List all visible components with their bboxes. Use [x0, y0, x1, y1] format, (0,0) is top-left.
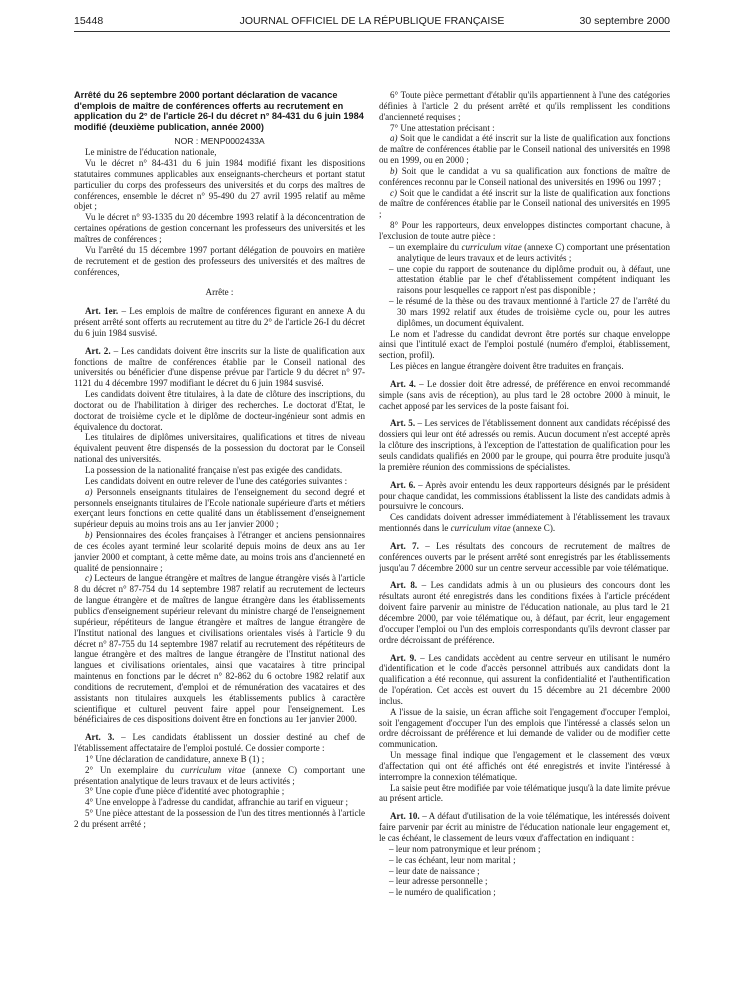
- article-2-para-3: Les titulaires de diplômes universitaires, qualifications et titres de niveau équivalent peuvent être dispensés de la possession du doctorat par le Conseil national des universités.: [74, 432, 365, 465]
- a6-cv: curriculum vitae: [450, 523, 511, 534]
- item-a-text: Personnels enseignants titulaires de l'enseignement du second degré et personnels enseignants titulaires de l'Ecole nationale supérieure d'arts et métiers exerçant leurs fonctions en cette qualité dans un établissement d'enseignement supérieur depuis au moins trois ans au 1er janvier 2000 ;: [74, 486, 365, 530]
- article-5: [379, 418, 670, 472]
- list-item: – le cas échéant, leur nom marital ;: [389, 855, 670, 866]
- article-3-item-5: 5° Une pièce attestant de la possession de l'un des titres mentionnés à l'article 2 du présent arrêté ;: [74, 808, 365, 829]
- article-2-item-a: [74, 487, 365, 530]
- item-b-label: b): [85, 530, 93, 541]
- article-6: [379, 480, 670, 513]
- article-3: [74, 732, 365, 754]
- item-c-text: Lecteurs de langue étrangère et maîtres de langue étrangère visés à l'article 8 du décret n° 87-754 du 14 septembre 1987 relatif au recrutement de lecteurs de langue étrangère et de maîtres de langue étrangère dans les établissements publics d'enseignement supérieur relevant du ministre chargé de l'enseignement supérieur, répétiteurs de langue étrangère et maîtres de langue étrangère de l'Institut national des langues et civilisations orientales visés à l'article 9 du décret n° 87-755 du 14 septembre 1987 relatif au recrutement des répétiteurs de langue étrangère et des maîtres de langue étrangère de l'Institut national des langues et civilisations orientales, ainsi que vacataires à titre principal maintenus en fonctions par le décret n° 82-862 du 6 octobre 1982 relatif aux conditions de recrutement, d'emploi et de rémunération des vacataires et des assistants non titulaires auxquels les établissements publics à caractère scientifique et culturel peuvent faire appel pour l'enseignement. Les bénéficiaires de ces dispositions doivent être en fonctions au 1er janvier 2000.: [74, 573, 365, 725]
- article-10-list: [379, 844, 670, 898]
- vu-paragraph-1: Vu le décret n° 84-431 du 6 juin 1984 modifié fixant les dispositions statutaires communes applicables aux enseignants-chercheurs et portant statut particulier du corps des professeurs des universités et du corps des maîtres de conférences, ensemble le décret n° 95-490 du 27 avril 1995 relatif au même objet ;: [74, 158, 365, 212]
- article-9-para-3: Un message final indique que l'engagement et le classement des vœux d'affectation qui ont été affichés ont été enregistrés et invite l'intéressé à interrompre la connexion télématique.: [379, 750, 670, 782]
- article-4: [379, 379, 670, 412]
- article-3-item-6: 6° Toute pièce permettant d'établir qu'ils appartiennent à l'une des catégories définies à l'article 2 du présent arrêté et qu'ils remplissent les conditions d'ancienneté requises ;: [379, 90, 670, 122]
- article-2: [74, 346, 365, 389]
- issue-date: 30 septembre 2000: [579, 15, 670, 27]
- item-2-post: (annexe C) comportant une présentation analytique de leurs travaux et de leurs activités ;: [74, 764, 365, 786]
- decree-title: Arrêté du 26 septembre 2000 portant déclaration de vacance d'emplois de maître de conférences offerts au recrutement en application du 2° de l'article 26-I du décret n° 84-431 du 6 juin 1984 modifié (deuxième publication, année 2000): [74, 90, 364, 132]
- article-8: [379, 580, 670, 645]
- page-number: 15448: [74, 15, 104, 27]
- translation-para: Les pièces en langue étrangère doivent être traduites en français.: [390, 361, 624, 372]
- article-10: [379, 811, 670, 844]
- article-3-item-7: 7° Une attestation précisant :: [390, 122, 495, 133]
- list-item: – leur adresse personnelle ;: [389, 876, 670, 887]
- item-7c-text: Soit que le candidat a été inscrit sur la liste de qualification aux fonctions de maître de conférences établie par le Conseil national des universités en 1995 ;: [379, 187, 670, 220]
- item-b-text: Pensionnaires des écoles françaises à l'étranger et anciens pensionnaires de ces écoles ayant terminé leur scolarité depuis moins de deux ans au 1er janvier 2000 et comptant, à cette même date, au moins trois ans d'ancienneté en qualité de pensionnaire ;: [74, 530, 365, 573]
- article-8-label: Art. 8.: [390, 580, 418, 591]
- header-rule: [74, 31, 670, 32]
- page-header: [74, 15, 670, 29]
- item-7a-text: Soit que le candidat a été inscrit sur la liste de qualification aux fonctions de maître de conférences établie par le Conseil national des universités en 1998 ou en 1999, ou en 2000 ;: [379, 133, 670, 166]
- left-column: [74, 90, 365, 985]
- item-7a-label: a): [390, 133, 398, 144]
- dash-1-post: (annexe C) comportant une présentation analytique de leurs travaux et de leurs activités ;: [397, 241, 670, 263]
- article-5-label: Art. 5.: [390, 418, 416, 429]
- article-3-item-2: [74, 765, 365, 787]
- article-3-text: – Les candidats établissent un dossier destiné au chef de l'établissement affectataire de l'emploi postulé. Ce dossier comporte :: [74, 732, 365, 754]
- article-3-label: Art. 3.: [85, 732, 115, 743]
- list-item: – une copie du rapport de soutenance du diplôme produit ou, à défaut, une attestation établie par le chef d'établissement compétent indiquant les raisons pour lesquelles ce rapport n'est pas disponible ;: [389, 264, 670, 297]
- article-2-item-c: [74, 573, 365, 725]
- article-2-label: Art. 2.: [85, 345, 111, 356]
- dash-1-pre: un exemplaire du: [395, 241, 462, 252]
- article-1-text: – Les emplois de maître de conférences figurant en annexe A du présent arrêté sont offerts au recrutement au titre du 2° de l'article 26-I du décret du 6 juin 1984 susvisé.: [74, 306, 365, 338]
- item-7-b: [379, 166, 670, 188]
- article-2-para-2: Les candidats doivent être titulaires, à la date de clôture des inscriptions, du doctorat ou de l'habilitation à diriger des recherches. Le doctorat d'Etat, le doctorat de troisième cycle et le diplôme de docteur-ingénieur sont admis en équivalence du doctorat.: [74, 389, 365, 432]
- article-10-text: – A défaut d'utilisation de la voie télématique, les intéressés doivent faire parvenir par écrit au ministre de l'éducation nationale leur engagement et, le cas échéant, le classement de leurs vœux d'affectation en indiquant :: [379, 811, 670, 843]
- item-7b-label: b): [390, 165, 398, 176]
- article-3-item-1: 1° Une déclaration de candidature, annexe B (1) ;: [85, 753, 265, 764]
- list-item: – le numéro de qualification ;: [389, 887, 670, 898]
- article-10-label: Art. 10.: [390, 811, 420, 822]
- item-2-pre: 2° Un exemplaire du: [85, 764, 181, 775]
- article-2-item-b: [74, 530, 365, 573]
- article-1-label: Art. 1er.: [85, 306, 119, 317]
- item-7c-label: c): [390, 187, 398, 198]
- dash-1-cv: curriculum vitae: [461, 241, 522, 252]
- minister-line: Le ministre de l'éducation nationale,: [85, 147, 217, 158]
- item-2-cv: curriculum vitae: [180, 764, 246, 775]
- article-7-text: – Les résultats des concours de recrutement de maîtres de conférences ouverts par le présent arrêté sont enregistrés par les établissements jusqu'au 7 décembre 2000 sur un centre serveur accessible par voie télématique.: [379, 540, 670, 573]
- article-7: [379, 541, 670, 574]
- article-5-text: – Les services de l'établissement donnent aux candidats récépissé des dossiers qui leur ont été adressés ou remis. Aucun document n'est accepté après la clôture des inscriptions, à l'exception de l'attestation de qualification pour les seuls candidats qualifiés en 2000 par le groupe, qui pourra être produite jusqu'à la première réunion des commissions de spécialistes.: [379, 418, 670, 472]
- list-item: [389, 242, 670, 264]
- article-9-text: – Les candidats accèdent au centre serveur en utilisant le numéro d'identification et le code d'accès personnel attribués aux candidats dont la qualification a été reconnue, qui assurent la confidentialité et l'authentification de l'opération. Cet accès est ouvert du 15 décembre au 21 décembre 2000 inclus.: [379, 652, 670, 706]
- item-c-label: c): [85, 573, 93, 584]
- nor-reference: NOR : MENP0002433A: [174, 136, 265, 147]
- article-9: [379, 653, 670, 707]
- article-1: [74, 306, 365, 339]
- envelope-name-para: Le nom et l'adresse du candidat devront être portés sur chaque enveloppe ainsi que l'intitulé exact de l'emploi postulé (numéro d'emploi, établissement, section, profil).: [379, 328, 670, 361]
- article-9-para-4: La saisie peut être modifiée par voie télématique jusqu'à la date limite prévue au présent article.: [379, 782, 670, 804]
- item-7-c: [379, 188, 670, 221]
- article-6-text: – Après avoir entendu les deux rapporteurs désignés par le président pour chaque candidat, les commissions établissent la liste des candidats admis à poursuivre le concours.: [379, 479, 670, 512]
- item-7-a: [379, 133, 670, 166]
- article-6-para-2: [379, 512, 670, 534]
- right-column: [379, 90, 670, 985]
- item-7b-text: Soit que le candidat a vu sa qualification aux fonctions de maître de conférences reconnu par le Conseil national des universités en 1996 ou 1997 ;: [379, 165, 670, 187]
- article-6-label: Art. 6.: [390, 479, 416, 490]
- list-item: – leur date de naissance ;: [389, 866, 670, 877]
- article-2-para-5: Les candidats doivent en outre relever de l'une des catégories suivantes :: [85, 475, 348, 486]
- list-item: – le résumé de la thèse ou des travaux mentionné à l'article 27 de l'arrêté du 30 mars 1992 relatif aux études de troisième cycle ou, pour les autres diplômes, un document équivalent.: [389, 296, 670, 329]
- article-3-item-3: 3° Une copie d'une pièce d'identité avec photographie ;: [85, 786, 285, 797]
- article-2-text: – Les candidats doivent être inscrits sur la liste de qualification aux fonctions de maître de conférences établie par le Conseil national des universités ou bénéficier d'une dispense prévue par l'article 9 du décret n° 97-1121 du 4 décembre 1997 modifiant le décret du 6 juin 1984 susvisé.: [74, 345, 365, 389]
- item-8-list: [379, 242, 670, 329]
- article-9-para-2: A l'issue de la saisie, un écran affiche soit l'engagement d'occuper l'emploi, soit l'engagement d'occuper l'un des emplois que l'intéressé a classés selon un ordre décroissant de préférence et lui demande de valider ou de modifier cette communication.: [379, 706, 670, 750]
- vu-paragraph-2: Vu le décret n° 93-1335 du 20 décembre 1993 relatif à la déconcentration de certaines opérations de gestion concernant les professeurs des universités et les maîtres de conférences ;: [74, 212, 365, 244]
- journal-title: JOURNAL OFFICIEL DE LA RÉPUBLIQUE FRANÇAISE: [239, 15, 505, 27]
- article-8-text: – Les candidats admis à un ou plusieurs des concours dont les résultats auront été enregistrés dans les conditions fixées à l'article précédent doivent faire parvenir au ministre de l'éducation nationale, au plus tard le 21 décembre 2000, par voie télématique ou, à défaut, par écrit, leur engagement d'occuper l'emploi ou l'un des emplois correspondants qu'ils devront classer par ordre décroissant de préférence.: [379, 580, 670, 645]
- list-item: – leur nom patronymique et leur prénom ;: [389, 844, 670, 855]
- article-3-item-8: 8° Pour les rapporteurs, deux enveloppes distinctes comportant chacune, à l'exclusion de toute autre pièce :: [379, 220, 670, 241]
- a6-pre: Ces candidats doivent adresser immédiatement à l'établissement les travaux mentionnés dans le: [379, 512, 670, 534]
- article-4-label: Art. 4.: [390, 378, 416, 389]
- item-a-label: a): [85, 486, 93, 497]
- arrete-heading: Arrête :: [205, 287, 234, 298]
- article-7-label: Art. 7.: [390, 540, 419, 551]
- article-9-label: Art. 9.: [390, 652, 417, 663]
- article-3-item-4: 4° Une enveloppe à l'adresse du candidat, affranchie au tarif en vigueur ;: [85, 797, 349, 808]
- article-4-text: – Le dossier doit être adressé, de préférence en envoi recommandé simple (sans avis de réception), au plus tard le 28 octobre 2000 à minuit, le cachet apposé par les services de la poste faisant foi.: [379, 378, 670, 411]
- a6-post: (annexe C).: [510, 523, 556, 534]
- article-2-para-4: La possession de la nationalité française n'est pas exigée des candidats.: [85, 465, 343, 475]
- vu-paragraph-3: Vu l'arrêté du 15 décembre 1997 portant délégation de pouvoirs en matière de recrutement et de gestion des professeurs des universités et des maîtres de conférences,: [74, 244, 365, 277]
